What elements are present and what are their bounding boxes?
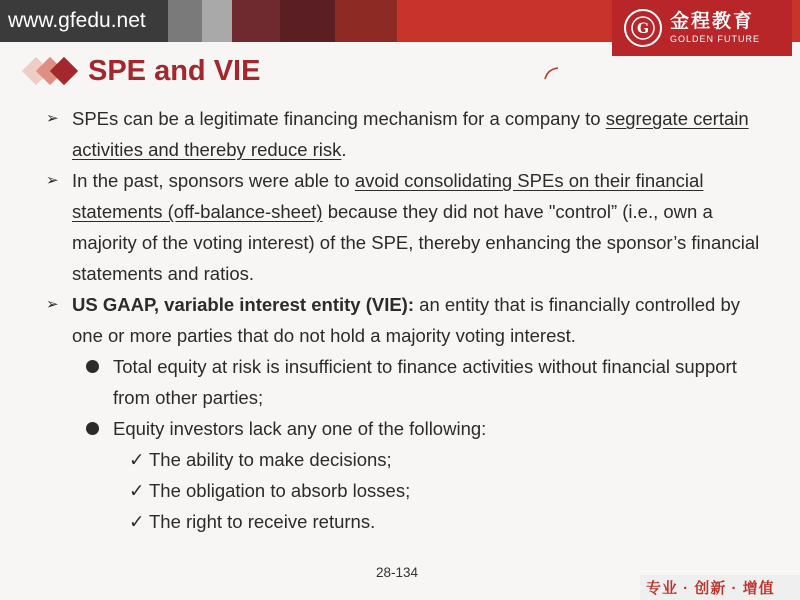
bullet-item <box>46 289 766 351</box>
check-item-text: The ability to make decisions; <box>149 449 392 470</box>
website-url: www.gfedu.net <box>0 0 168 42</box>
slide-body <box>46 103 766 537</box>
logo-seal-icon <box>624 9 662 47</box>
logo-chinese-name: 金程教育 <box>670 11 755 32</box>
sub-bullet-item <box>86 413 766 444</box>
checkmark-icon: ✓ <box>129 480 145 501</box>
dot-bullet-icon <box>86 360 99 373</box>
checkmark-icon: ✓ <box>129 511 145 532</box>
arrow-bullet-icon: ➢ <box>46 172 59 189</box>
page-title: SPE and VIE <box>88 54 261 87</box>
sub-bullet-text: Equity investors lack any one of the following: <box>113 418 487 439</box>
bold-term: US GAAP, variable interest entity (VIE): <box>72 294 415 315</box>
slide-title-row <box>20 50 260 92</box>
sub-bullet-item <box>86 351 766 413</box>
bullet-item <box>46 165 766 289</box>
bullet-text: SPEs can be a legitimate financing mechanism for a company to segregate certain activities and thereby reduce risk. <box>72 108 749 160</box>
svg-text:G: G <box>637 21 649 37</box>
underlined-phrase: avoid consolidating SPEs on their financial statements (off-balance-sheet) <box>72 170 704 222</box>
banner-block <box>335 0 397 42</box>
dot-bullet-icon <box>86 422 99 435</box>
company-logo <box>612 0 792 56</box>
diamond-decoration-icon <box>20 50 82 92</box>
check-item-text: The obligation to absorb losses; <box>149 480 411 501</box>
banner-block <box>202 0 232 42</box>
pen-annotation-mark <box>542 66 562 82</box>
check-item <box>129 444 766 475</box>
check-item-text: The right to receive returns. <box>149 511 376 532</box>
underlined-phrase: segregate certain activities and thereby reduce risk <box>72 108 749 160</box>
bullet-text: In the past, sponsors were able to avoid consolidating SPEs on their financial statements (off-balance-sheet) because they did not have "control” (i.e., own a majority of the voting interest) of the SPE, thereby enhancing the sponsor’s financial statements and ratios. <box>72 170 760 284</box>
checkmark-icon: ✓ <box>129 449 145 470</box>
footer-slogan: 专业 · 创新 · 增值 <box>646 580 775 597</box>
page-number: 28-134 <box>376 565 419 580</box>
arrow-bullet-icon: ➢ <box>46 296 59 313</box>
arrow-bullet-icon: ➢ <box>46 110 59 127</box>
check-item <box>129 506 766 537</box>
bullet-item <box>46 103 766 165</box>
banner-block <box>232 0 280 42</box>
check-item <box>129 475 766 506</box>
logo-english-name: GOLDEN FUTURE <box>670 34 761 44</box>
banner-block <box>168 0 202 42</box>
sub-bullet-text: Total equity at risk is insufficient to finance activities without financial support from other parties; <box>113 356 737 408</box>
banner-block <box>280 0 335 42</box>
bullet-text: US GAAP, variable interest entity (VIE): an entity that is financially controlled by one or more parties that do not hold a majority voting interest. <box>72 294 740 346</box>
